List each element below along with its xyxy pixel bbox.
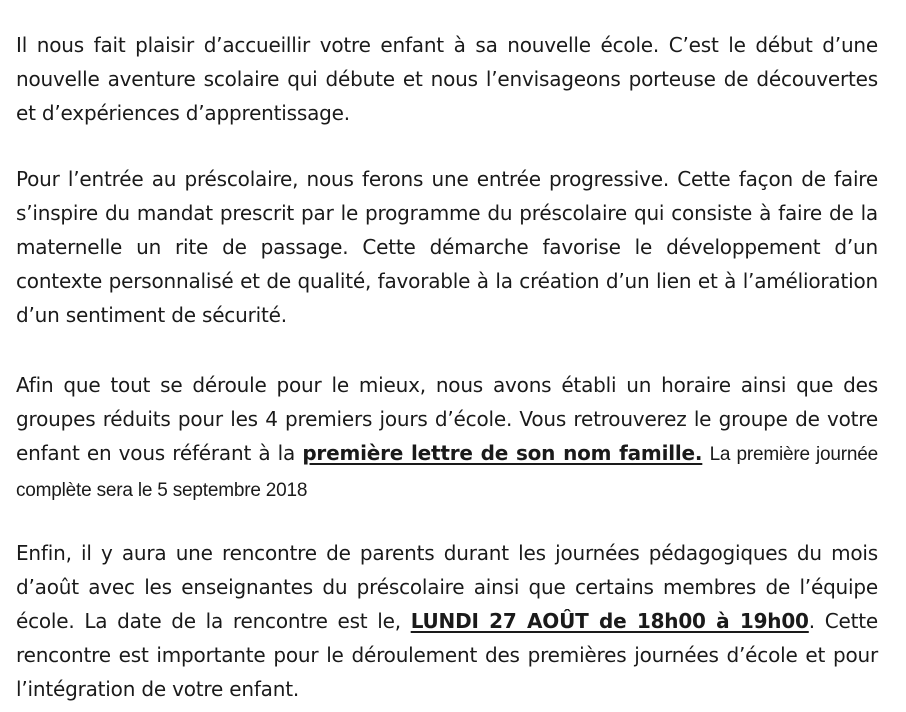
paragraph-reduced-groups — [16, 368, 878, 508]
paragraph-parents-meeting-closing: . Cette rencontre est importante pour le déroulement des premières journées d’école et pour l’intégration de votre enfant. — [16, 609, 878, 701]
paragraph-parents-meeting-text: Enfin, il y aura une rencontre de parents durant les journées pédagogiques du mois d’août avec les enseignantes du préscolaire ainsi que certains membres de l’équipe école. La date de la rencontre est le, — [16, 541, 878, 633]
paragraph-welcome: Il nous fait plaisir d’accueillir votre enfant à sa nouvelle école. C’est le début d’une nouvelle aventure scolaire qui débute et nous l’envisageons porteuse de découvertes et d’expériences d’apprentissage. — [16, 33, 878, 125]
spacer — [702, 441, 709, 465]
paragraph-progressive-entry: Pour l’entrée au préscolaire, nous ferons une entrée progressive. Cette façon de faire s’inspire du mandat prescrit par le programme du préscolaire qui consiste à faire de la maternelle un rite de passage. Cette démarche favorise le développement d’un contexte personnalisé et de qualité, favorable à la création d’un lien et à l’amélioration d’un sentiment de sécurité. — [16, 167, 878, 327]
meeting-date-emphasis: LUNDI 27 AOÛT de 18h00 à 19h00 — [410, 609, 809, 633]
first-full-day-text: La première journée complète sera le 5 septembre 2018 — [16, 444, 878, 501]
first-letter-emphasis: première lettre de son nom famille. — [302, 441, 703, 465]
paragraph-parents-meeting — [16, 536, 878, 706]
paragraph-reduced-groups-text: Afin que tout se déroule pour le mieux, nous avons établi un horaire ainsi que des groupes réduits pour les 4 premiers jours d’école. Vous retrouverez le groupe de votre enfant en vous référant à la — [16, 373, 878, 465]
